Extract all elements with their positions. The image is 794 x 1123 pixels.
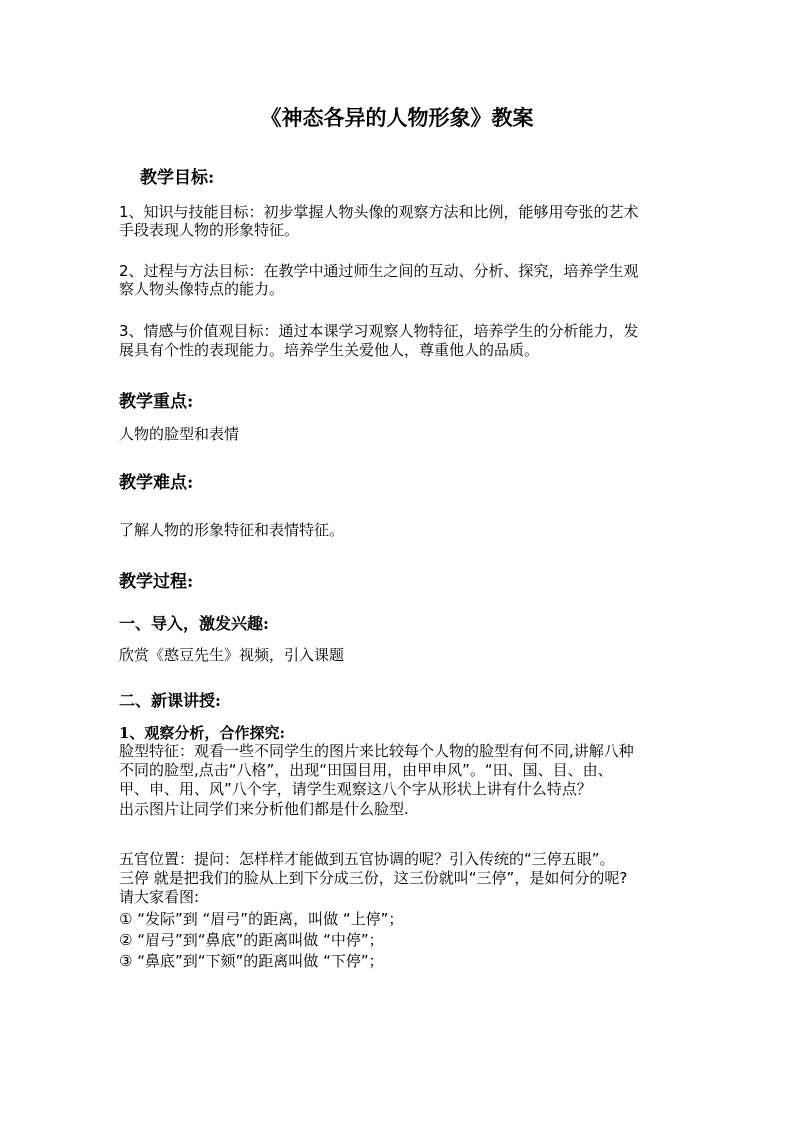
face-line-2: 不同的脸型,点击“八格”，出现“田国目用，由甲申风”。“田、国、目、由、 [119,761,613,779]
difficulty-heading: 教学难点: [119,473,194,493]
key-point-text: 人物的脸型和表情 [119,425,240,443]
document-title: 《神态各异的人物形象》教案 [260,105,534,130]
features-line-2: 三停 就是把我们的脸从上到下分成三份，这三份就叫“三停”，是如何分的呢? [119,869,628,887]
goal-1-line-2: 手段表现人物的形象特征。 [119,221,300,239]
face-line-3: 甲、申、用、风”八个字，请学生观察这八个字从形状上讲有什么特点？ [119,780,592,798]
goal-2-line-2: 察人物头像特点的能力。 [119,280,285,298]
goal-3-line-1: 3、情感与价值观目标：通过本课学习观察人物特征，培养学生的分析能力，发 [119,322,639,340]
goal-3-line-2: 展具有个性的表现能力。培养学生关爱他人，尊重他人的品质。 [119,341,540,359]
process-heading: 教学过程: [119,572,194,592]
step-2-heading: 二、新课讲授: [119,691,221,710]
stop-item-2: ② “眉弓”到“鼻底”的距离叫做 “中停”； [119,931,384,949]
step-1-text: 欣赏《憨豆先生》视频，引入课题 [119,646,345,664]
stop-item-1: ① “发际”到 “眉弓”的距离，叫做 “上停”； [119,910,404,928]
features-line-1: 五官位置：提问：怎样样才能做到五官协调的呢？引入传统的“三停五眼”。 [119,850,615,868]
step-2-sub-1: 1、观察分析，合作探究: [119,724,285,742]
features-line-3: 请大家看图: [119,888,200,906]
goals-heading: 教学目标: [140,168,215,188]
face-line-1: 脸型特征：观看一些不同学生的图片来比较每个人物的脸型有何不同,讲解八种 [119,742,634,760]
stop-item-3: ③ “鼻底”到“下颏”的距离叫做 “下停”； [119,952,384,970]
goal-2-line-1: 2、过程与方法目标：在教学中通过师生之间的互动、分析、探究，培养学生观 [119,262,639,280]
key-point-heading: 教学重点: [119,392,194,412]
face-line-4: 出示图片让同学们来分析他们都是什么脸型. [119,800,409,818]
goal-1-line-1: 1、知识与技能目标：初步掌握人物头像的观察方法和比例，能够用夸张的艺术 [119,203,639,221]
difficulty-text: 了解人物的形象特征和表情特征。 [119,521,345,539]
step-1-heading: 一、导入，激发兴趣: [119,614,269,633]
